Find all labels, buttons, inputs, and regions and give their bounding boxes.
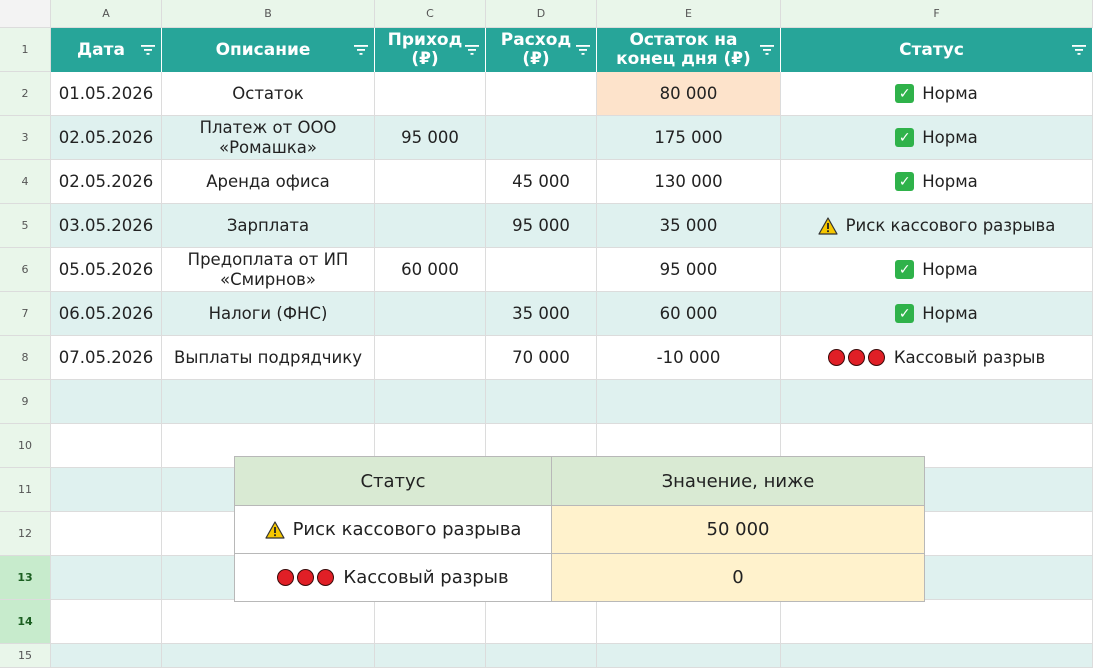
row-header-4[interactable]	[0, 160, 51, 204]
cell-income[interactable]	[375, 204, 486, 248]
legend-value-risk-text: 50 000	[706, 519, 770, 540]
legend-value-risk[interactable]	[552, 506, 924, 554]
filter-icon[interactable]	[760, 44, 774, 56]
date-text: 06.05.2026	[58, 304, 154, 323]
cell-date[interactable]	[51, 248, 162, 292]
check-icon: ✓	[895, 260, 914, 279]
row-number: 2	[21, 87, 29, 100]
empty-cell[interactable]	[486, 644, 597, 668]
status-text: Норма	[922, 260, 978, 279]
expense-text: 95 000	[512, 216, 570, 235]
legend-header-status-text: Статус	[360, 470, 426, 492]
filter-icon[interactable]	[465, 44, 479, 56]
cell-status[interactable]	[781, 336, 1093, 380]
column-letter: E	[685, 7, 692, 20]
cell-balance[interactable]	[597, 336, 781, 380]
empty-cell[interactable]	[375, 380, 486, 424]
warning-icon	[265, 521, 285, 539]
status-text: Норма	[922, 172, 978, 191]
empty-cell[interactable]	[51, 600, 162, 644]
empty-cell[interactable]	[375, 600, 486, 644]
date-text: 02.05.2026	[58, 128, 154, 147]
row-header-3[interactable]	[0, 116, 51, 160]
cell-status[interactable]	[781, 160, 1093, 204]
cell-description[interactable]	[162, 204, 375, 248]
cell-date[interactable]	[51, 292, 162, 336]
status-legend-table	[234, 456, 925, 602]
empty-cell[interactable]	[51, 512, 162, 556]
row-header-7[interactable]	[0, 292, 51, 336]
cell-expense[interactable]	[486, 160, 597, 204]
expense-text: 70 000	[512, 348, 570, 367]
description-text: Выплаты подрядчику	[174, 347, 362, 367]
filter-icon[interactable]	[1072, 44, 1086, 56]
cell-expense[interactable]	[486, 116, 597, 160]
header-expense-text: Расход (₽)	[500, 30, 572, 69]
cell-description[interactable]	[162, 292, 375, 336]
legend-value-gap[interactable]	[552, 554, 924, 601]
check-icon: ✓	[895, 128, 914, 147]
row-number: 1	[21, 43, 29, 56]
status-text: Кассовый разрыв	[893, 348, 1046, 367]
header-description[interactable]	[162, 28, 375, 72]
status-text: Норма	[922, 304, 978, 323]
row-number: 9	[21, 395, 29, 408]
legend-status-risk-text: Риск кассового разрыва	[292, 519, 522, 540]
description-text: Платеж от ООО «Ромашка»	[199, 117, 337, 157]
cell-date[interactable]	[51, 336, 162, 380]
row-header-14[interactable]	[0, 600, 51, 644]
cell-income[interactable]	[375, 292, 486, 336]
header-date[interactable]	[51, 28, 162, 72]
filter-icon[interactable]	[576, 44, 590, 56]
column-header-a[interactable]	[51, 0, 162, 28]
row-header-2[interactable]	[0, 72, 51, 116]
balance-text: 80 000	[659, 84, 718, 103]
cell-income[interactable]	[375, 336, 486, 380]
column-header-f[interactable]	[781, 0, 1093, 28]
red-circles-icon	[828, 349, 888, 366]
row-header-10[interactable]	[0, 424, 51, 468]
income-text: 60 000	[401, 260, 459, 279]
cell-date[interactable]	[51, 116, 162, 160]
select-all-corner[interactable]	[0, 0, 51, 28]
legend-status-risk[interactable]	[235, 506, 552, 554]
row-number: 8	[21, 351, 29, 364]
row-header-5[interactable]	[0, 204, 51, 248]
row-header-15[interactable]	[0, 644, 51, 668]
check-icon: ✓	[895, 304, 914, 323]
empty-cell[interactable]	[51, 380, 162, 424]
column-letter: A	[102, 7, 110, 20]
row-number: 4	[21, 175, 29, 188]
row-number: 10	[18, 439, 32, 452]
row-header-11[interactable]	[0, 468, 51, 512]
cell-balance[interactable]	[597, 248, 781, 292]
empty-cell[interactable]	[597, 600, 781, 644]
balance-text: 130 000	[654, 172, 723, 191]
empty-cell[interactable]	[162, 380, 375, 424]
legend-value-gap-text: 0	[732, 567, 744, 588]
column-header-c[interactable]	[375, 0, 486, 28]
header-date-text: Дата	[77, 39, 125, 60]
header-income-text: Приход (₽)	[387, 30, 463, 69]
cell-balance[interactable]	[597, 204, 781, 248]
filter-icon[interactable]	[141, 44, 155, 56]
column-letter: B	[264, 7, 272, 20]
date-text: 05.05.2026	[58, 260, 154, 279]
cell-date[interactable]	[51, 72, 162, 116]
cell-date[interactable]	[51, 160, 162, 204]
empty-cell[interactable]	[51, 556, 162, 600]
column-header-b[interactable]	[162, 0, 375, 28]
balance-text: 95 000	[659, 260, 718, 279]
empty-cell[interactable]	[597, 644, 781, 668]
column-letter: F	[933, 7, 940, 20]
cell-expense[interactable]	[486, 336, 597, 380]
row-header-1[interactable]	[0, 28, 51, 72]
red-circles-icon	[277, 569, 337, 586]
cell-expense[interactable]	[486, 248, 597, 292]
row-header-12[interactable]	[0, 512, 51, 556]
cell-expense[interactable]	[486, 204, 597, 248]
row-number: 15	[18, 649, 32, 662]
cell-status[interactable]	[781, 292, 1093, 336]
row-number: 13	[17, 571, 33, 584]
header-status-text: Статус	[899, 39, 964, 60]
status-text: Норма	[922, 84, 978, 103]
row-number: 3	[21, 131, 29, 144]
cell-expense[interactable]	[486, 292, 597, 336]
expense-text: 35 000	[512, 304, 570, 323]
empty-cell[interactable]	[486, 600, 597, 644]
empty-cell[interactable]	[51, 644, 162, 668]
row-number: 12	[18, 527, 32, 540]
balance-text: 35 000	[659, 216, 718, 235]
empty-cell[interactable]	[51, 468, 162, 512]
date-text: 03.05.2026	[58, 216, 154, 235]
column-header-e[interactable]	[597, 0, 781, 28]
balance-text: -10 000	[656, 348, 721, 367]
cell-income[interactable]	[375, 248, 486, 292]
row-number: 7	[21, 307, 29, 320]
check-icon: ✓	[895, 172, 914, 191]
description-text: Аренда офиса	[206, 171, 330, 191]
cell-date[interactable]	[51, 204, 162, 248]
cell-description[interactable]	[162, 248, 375, 292]
cell-income[interactable]	[375, 72, 486, 116]
description-text: Налоги (ФНС)	[208, 303, 328, 323]
legend-status-gap-text: Кассовый разрыв	[343, 567, 509, 588]
date-text: 02.05.2026	[58, 172, 154, 191]
row-header-9[interactable]	[0, 380, 51, 424]
header-balance[interactable]	[597, 28, 781, 72]
empty-cell[interactable]	[781, 380, 1093, 424]
empty-cell[interactable]	[375, 644, 486, 668]
description-text: Остаток	[232, 83, 304, 103]
row-header-13[interactable]	[0, 556, 51, 600]
legend-header-status[interactable]	[235, 457, 552, 506]
column-header-d[interactable]	[486, 0, 597, 28]
cell-status[interactable]	[781, 248, 1093, 292]
empty-cell[interactable]	[781, 600, 1093, 644]
header-expense[interactable]	[486, 28, 597, 72]
row-number: 6	[21, 263, 29, 276]
cell-balance[interactable]	[597, 116, 781, 160]
cell-balance[interactable]	[597, 292, 781, 336]
cell-expense[interactable]	[486, 72, 597, 116]
cell-balance[interactable]	[597, 72, 781, 116]
cell-status[interactable]	[781, 204, 1093, 248]
header-income[interactable]	[375, 28, 486, 72]
cell-description[interactable]	[162, 72, 375, 116]
cell-description[interactable]	[162, 336, 375, 380]
header-balance-text: Остаток на конец дня (₽)	[616, 30, 751, 69]
balance-text: 60 000	[659, 304, 718, 323]
description-text: Предоплата от ИП «Смирнов»	[187, 249, 349, 289]
cell-income[interactable]	[375, 160, 486, 204]
warning-icon	[818, 217, 838, 235]
check-icon: ✓	[895, 84, 914, 103]
empty-cell[interactable]	[597, 380, 781, 424]
empty-cell[interactable]	[781, 644, 1093, 668]
row-number: 5	[21, 219, 29, 232]
cell-description[interactable]	[162, 160, 375, 204]
empty-cell[interactable]	[486, 380, 597, 424]
balance-text: 175 000	[654, 128, 723, 147]
row-header-8[interactable]	[0, 336, 51, 380]
expense-text: 45 000	[512, 172, 570, 191]
row-header-6[interactable]	[0, 248, 51, 292]
row-number: 14	[17, 615, 33, 628]
row-number: 11	[18, 483, 32, 496]
filter-icon[interactable]	[354, 44, 368, 56]
date-text: 07.05.2026	[58, 348, 154, 367]
date-text: 01.05.2026	[58, 84, 154, 103]
header-status[interactable]	[781, 28, 1093, 72]
empty-cell[interactable]	[51, 424, 162, 468]
cell-status[interactable]	[781, 72, 1093, 116]
legend-header-value-text: Значение, ниже	[661, 470, 815, 492]
cell-status[interactable]	[781, 116, 1093, 160]
legend-status-gap[interactable]	[235, 554, 552, 601]
income-text: 95 000	[401, 128, 459, 147]
status-text: Норма	[922, 128, 978, 147]
header-description-text: Описание	[215, 39, 311, 60]
empty-cell[interactable]	[162, 600, 375, 644]
column-letter: C	[426, 7, 434, 20]
legend-header-value[interactable]	[552, 457, 924, 506]
status-text: Риск кассового разрыва	[845, 216, 1056, 235]
cell-balance[interactable]	[597, 160, 781, 204]
empty-cell[interactable]	[162, 644, 375, 668]
cell-income[interactable]	[375, 116, 486, 160]
description-text: Зарплата	[226, 215, 310, 235]
cell-description[interactable]	[162, 116, 375, 160]
column-letter: D	[536, 7, 546, 20]
